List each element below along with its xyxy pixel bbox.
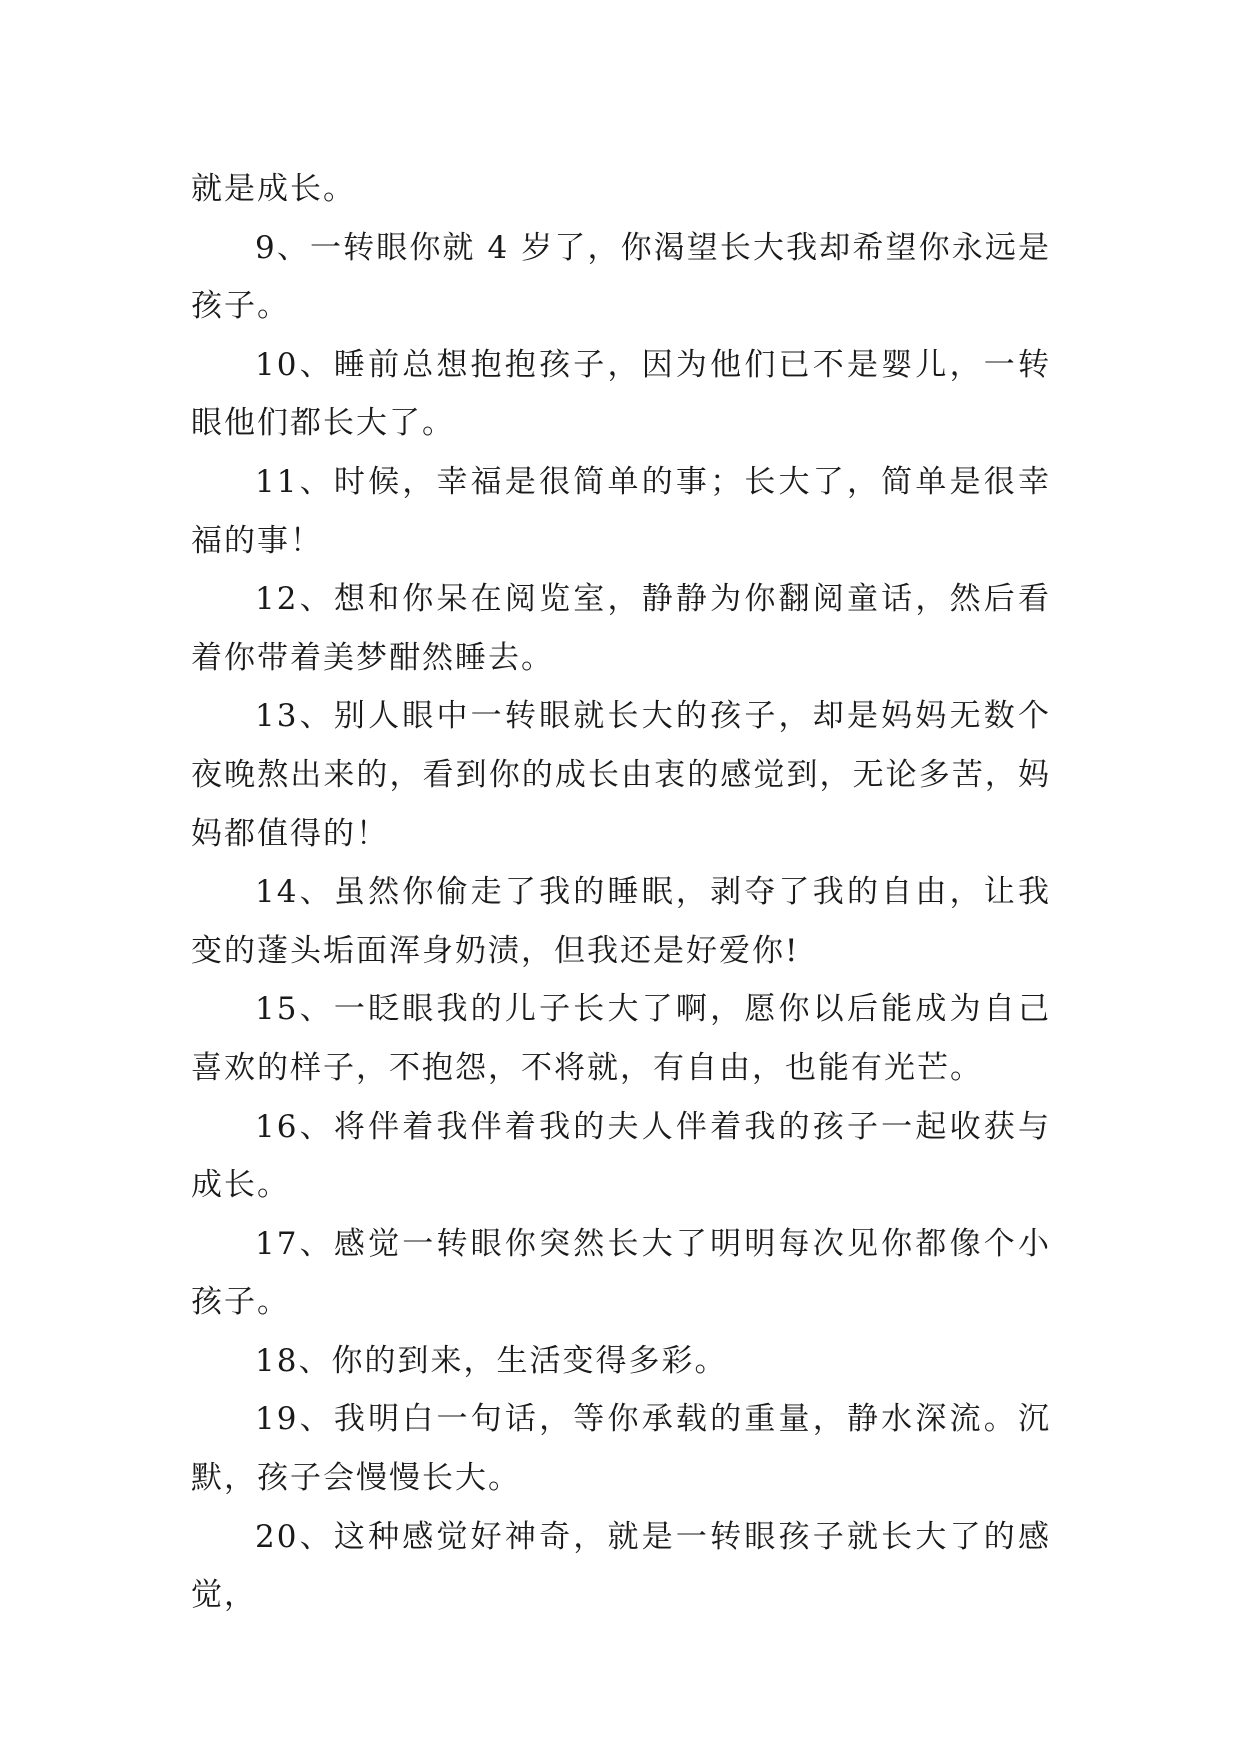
paragraph-item-18: 18、你的到来，生活变得多彩。 <box>255 1342 728 1379</box>
paragraph-item-12: 12、想和你呆在阅览室，静静为你翻阅童话，然后看着你带着美梦酣然睡去。 <box>191 581 1051 676</box>
paragraph-item-13: 13、别人眼中一转眼就长大的孩子，却是妈妈无数个夜晚熬出来的，看到你的成长由衷的感觉到，无论多苦，妈妈都值得的！ <box>191 698 1051 852</box>
paragraph-item-16: 16、将伴着我伴着我的夫人伴着我的孩子一起收获与成长。 <box>191 1108 1051 1204</box>
document-body <box>191 160 1051 1625</box>
paragraph-item-19: 19、我明白一句话，等你承载的重量，静水深流。沉默，孩子会慢慢长大。 <box>191 1401 1051 1497</box>
paragraph-item-17: 17、感觉一转眼你突然长大了明明每次见你都像个小孩子。 <box>191 1225 1051 1321</box>
paragraph-continuation: 就是成长。 <box>191 171 356 207</box>
paragraph-item-9: 9、一转眼你就 4 岁了，你渴望长大我却希望你永远是孩子。 <box>191 229 1051 325</box>
paragraph-item-20: 20、这种感觉好神奇，就是一转眼孩子就长大了的感觉， <box>191 1518 1051 1614</box>
paragraph-item-10: 10、睡前总想抱抱孩子，因为他们已不是婴儿，一转眼他们都长大了。 <box>191 346 1051 442</box>
paragraph-item-11: 11、时候，幸福是很简单的事；长大了，简单是很幸福的事！ <box>191 463 1051 559</box>
paragraph-item-14: 14、虽然你偷走了我的睡眠，剥夺了我的自由，让我变的蓬头垢面浑身奶渍，但我还是好爱你! <box>191 874 1051 969</box>
paragraph-item-15: 15、一眨眼我的儿子长大了啊，愿你以后能成为自己喜欢的样子，不抱怨，不将就，有自由，也能有光芒。 <box>191 991 1051 1086</box>
